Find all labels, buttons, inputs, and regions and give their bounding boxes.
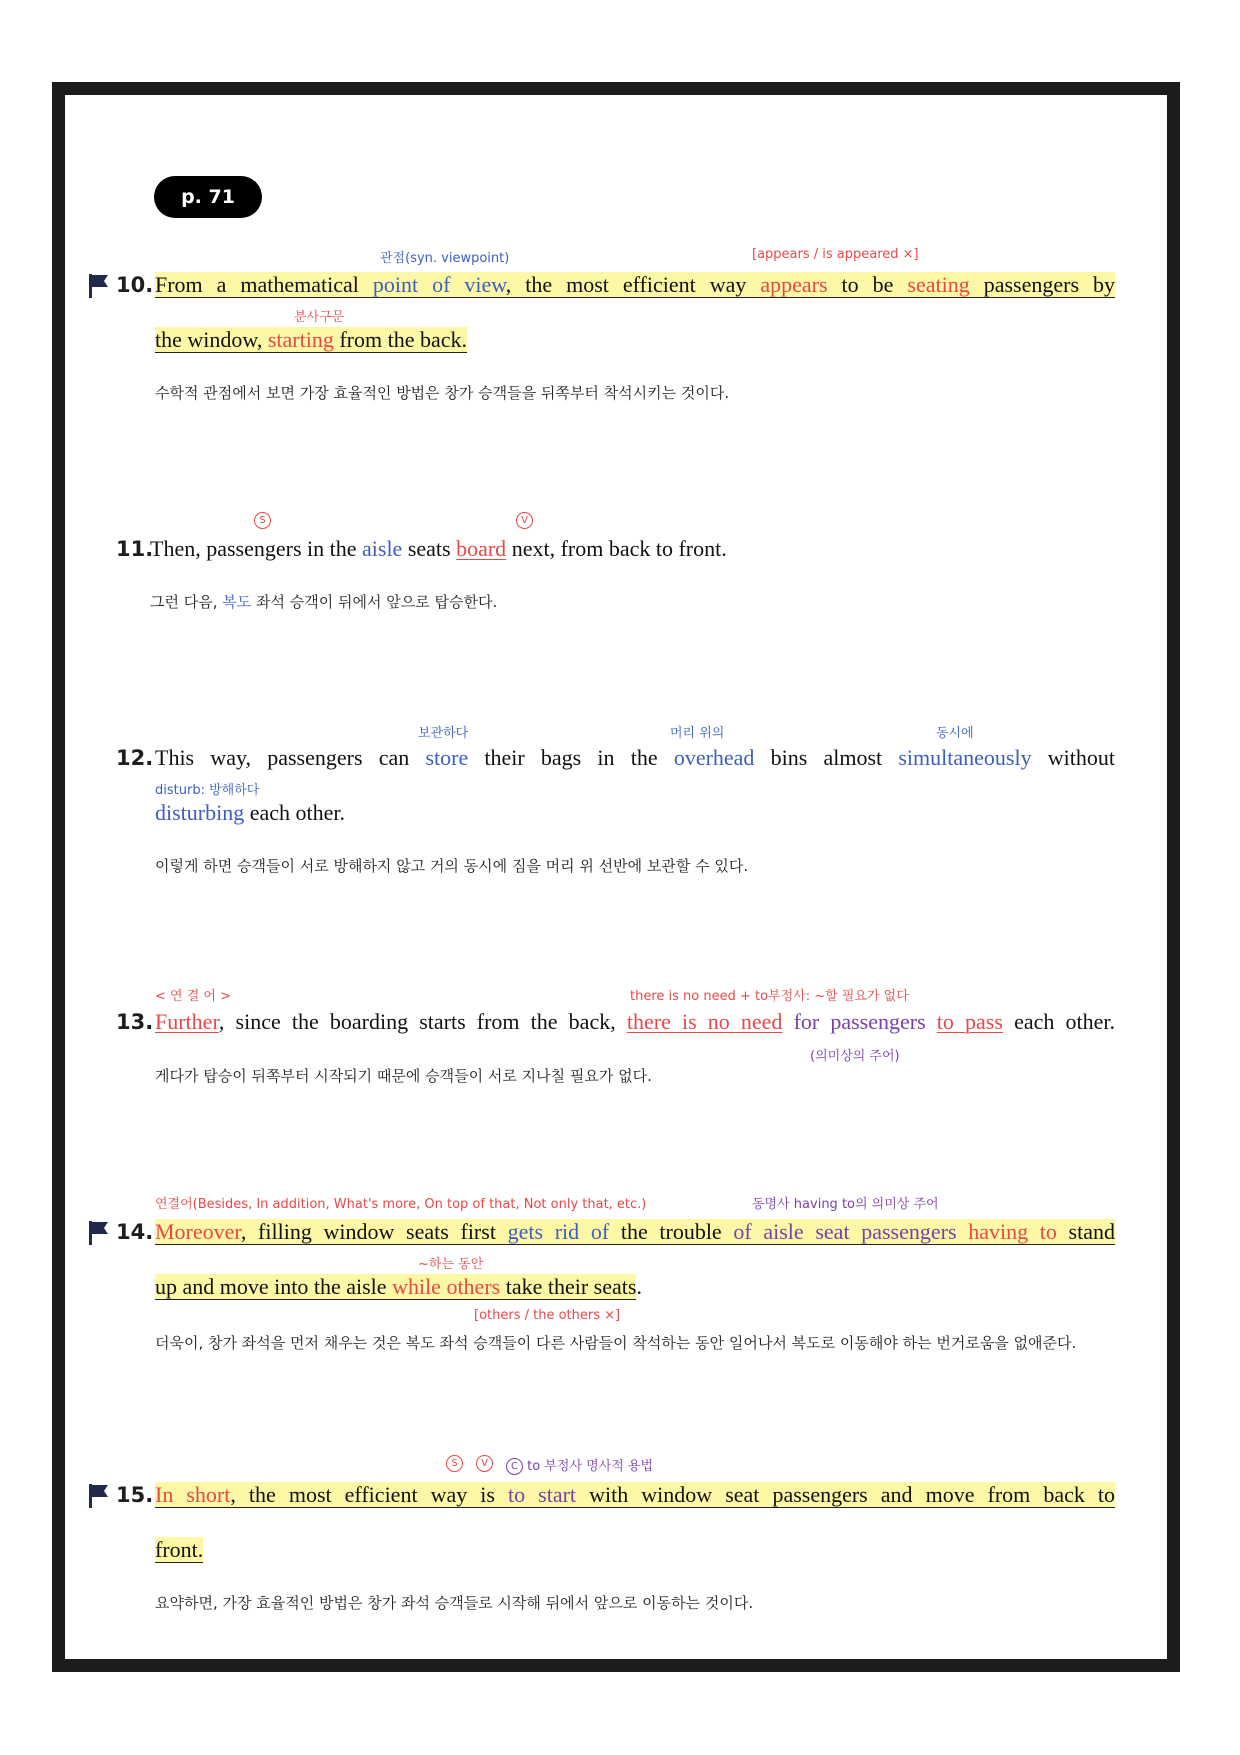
sentence-number: 12. — [116, 746, 154, 770]
sentence-12-line-1: This way, passengers can store their bags in the overhead bins almost simultaneously without — [155, 745, 1115, 770]
annotation-others: [others / the others ×] — [474, 1308, 621, 1323]
sentence-11-line-1: Then, passengers in the aisle seats board next, from back to front. — [150, 536, 727, 561]
annotation-disturb: disturb: 방해하다 — [155, 783, 260, 798]
annotation-store: 보관하다 — [418, 726, 469, 741]
annotation-viewpoint: 관점(syn. viewpoint) — [380, 251, 510, 266]
korean-translation: 게다가 탑승이 뒤쪽부터 시작되기 때문에 승객들이 서로 지나칠 필요가 없다. — [155, 1067, 652, 1085]
korean-translation: 더욱이, 창가 좌석을 먼저 채우는 것은 복도 좌석 승객들이 다른 사람들이 착석하는 동안 일어나서 복도로 이동해야 하는 번거로움을 없애준다. — [155, 1334, 1077, 1352]
sentence-10-line-1: From a mathematical point of view, the most efficient way appears to be seating passengers by — [155, 272, 1115, 297]
annotation-no-need: there is no need + to부정사: ~할 필요가 없다 — [630, 989, 909, 1004]
korean-translation: 요약하면, 가장 효율적인 방법은 창가 좌석 승객들로 시작해 뒤에서 앞으로 이동하는 것이다. — [155, 1594, 754, 1612]
flag-icon — [88, 273, 110, 299]
annotation-simultaneously: 동시에 — [936, 726, 974, 741]
subject-mark: S — [254, 512, 271, 529]
annotation-appears: [appears / is appeared ×] — [752, 247, 919, 262]
sentence-15-line-2: front. — [155, 1537, 204, 1562]
sentence-number: 14. — [116, 1220, 154, 1244]
page-label: p. 71 — [154, 176, 262, 218]
sentence-12-line-2: disturbing each other. — [155, 800, 346, 825]
sentence-15-line-1: In short, the most efficient way is to start with window seat passengers and move from back to — [155, 1482, 1116, 1507]
annotation-connective: 연결어(Besides, In addition, What's more, On top of that, Not only that, etc.) — [155, 1197, 647, 1212]
verb-mark: V — [516, 512, 533, 529]
subject-mark: S — [446, 1455, 463, 1472]
annotation-semantic-subject: (의미상의 주어) — [810, 1049, 900, 1064]
korean-translation: 이렇게 하면 승객들이 서로 방해하지 않고 거의 동시에 짐을 머리 위 선반에 보관할 수 있다. — [155, 857, 749, 875]
sentence-number: 11. — [116, 537, 154, 561]
korean-translation: 그런 다음, 복도 좌석 승객이 뒤에서 앞으로 탑승한다. — [150, 593, 498, 611]
annotation-while: ~하는 동안 — [418, 1257, 484, 1272]
annotation-overhead: 머리 위의 — [670, 726, 725, 741]
sentence-14-line-1: Moreover, filling window seats first gets rid of the trouble of aisle seat passengers having to stand — [155, 1219, 1115, 1244]
annotation-gerund-subject: 동명사 having to의 의미상 주어 — [752, 1197, 939, 1212]
sentence-14-line-2: up and move into the aisle while others take their seats. — [155, 1274, 642, 1299]
annotation-connective: < 연 결 어 > — [155, 989, 231, 1004]
annotation-participle: 분사구문 — [294, 310, 345, 325]
complement-mark: C to 부정사 명사적 용법 — [506, 1455, 653, 1475]
sentence-number: 13. — [116, 1010, 154, 1034]
flag-icon — [88, 1220, 110, 1246]
flag-icon — [88, 1483, 110, 1509]
sentence-number: 10. — [116, 273, 154, 297]
korean-translation: 수학적 관점에서 보면 가장 효율적인 방법은 창가 승객들을 뒤쪽부터 착석시키는 것이다. — [155, 384, 730, 402]
sentence-13-line-1: Further, since the boarding starts from the back, there is no need for passengers to pass each other. — [155, 1009, 1115, 1034]
verb-mark: V — [476, 1455, 493, 1472]
page-frame — [52, 82, 1180, 1672]
sentence-number: 15. — [116, 1483, 154, 1507]
sentence-10-line-2: the window, starting from the back. — [155, 327, 468, 352]
